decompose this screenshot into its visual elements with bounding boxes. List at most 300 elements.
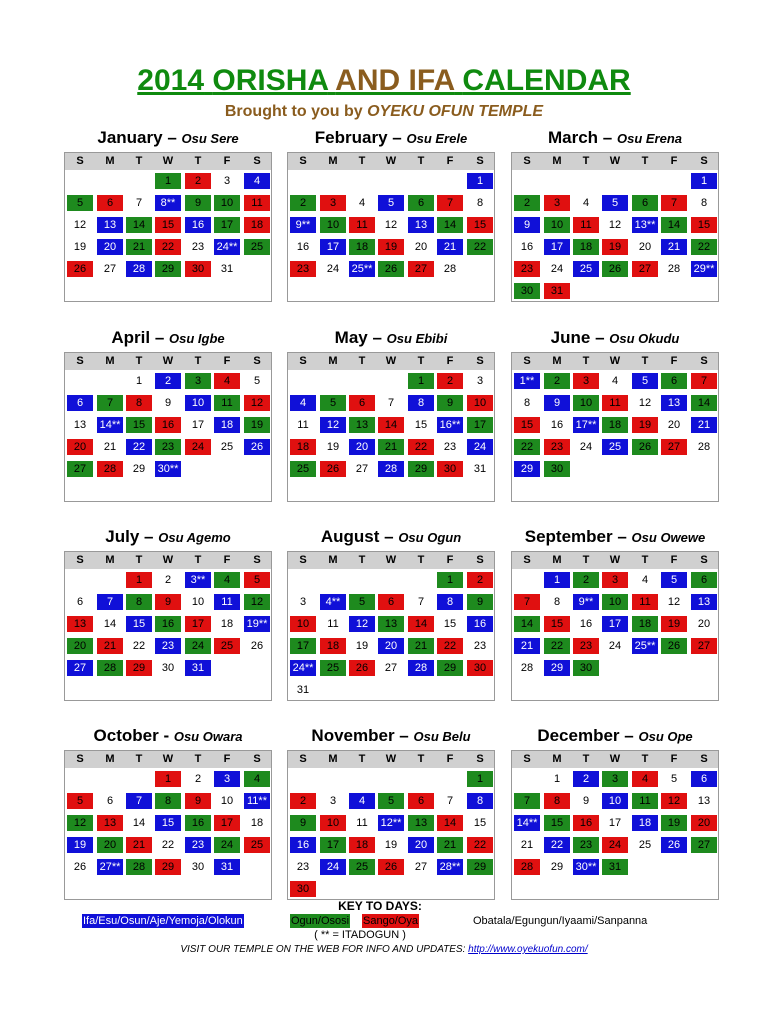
day-cell: 4 xyxy=(244,173,270,189)
key-red: Sango/Oya xyxy=(363,915,419,927)
weekday-label: T xyxy=(358,554,366,566)
day-cell: 18 xyxy=(244,217,270,233)
day-cell: 30 xyxy=(437,461,463,477)
weekday-label: F xyxy=(446,753,454,765)
day-cell: 11 xyxy=(297,419,309,431)
weekday-label: W xyxy=(385,554,397,566)
weekday-label: T xyxy=(417,355,425,367)
weekday-label: W xyxy=(162,355,174,367)
day-cell: 11 xyxy=(214,395,240,411)
day-cell: 3 xyxy=(544,195,570,211)
weekday-label: T xyxy=(358,753,366,765)
day-cell: 7 xyxy=(97,594,123,610)
month-december xyxy=(511,723,719,873)
day-cell: 13 xyxy=(67,616,93,632)
weekday-header-row xyxy=(288,552,494,569)
day-cell: 2 xyxy=(185,173,211,189)
month-may xyxy=(287,325,495,475)
day-cell: 3 xyxy=(223,175,231,187)
weekday-label: W xyxy=(609,155,621,167)
month-header xyxy=(287,723,495,749)
day-cell: 15 xyxy=(126,417,152,433)
day-cell: 21 xyxy=(661,239,687,255)
day-cell: 15 xyxy=(514,417,540,433)
footer-url-link[interactable]: http://www.oyekuofun.com/ xyxy=(468,944,588,955)
day-cell: 15 xyxy=(155,217,181,233)
day-cell: 25 xyxy=(214,638,240,654)
day-cell: 4 xyxy=(611,375,619,387)
day-cell: 6 xyxy=(691,572,717,588)
day-cell: 5 xyxy=(378,195,404,211)
month-grid xyxy=(511,750,719,900)
day-cell: 13 xyxy=(378,616,404,632)
weekday-label: S xyxy=(299,355,307,367)
weekday-label: T xyxy=(194,155,202,167)
month-osu: Osu Owara xyxy=(173,729,243,744)
day-cell: 16 xyxy=(467,616,493,632)
weekday-header-row xyxy=(65,552,271,569)
day-cell: 15 xyxy=(443,618,457,630)
day-cell: 18 xyxy=(250,817,264,829)
day-cell: 14 xyxy=(437,815,463,831)
day-cell: 4 xyxy=(214,572,240,588)
day-cell: 16** xyxy=(437,417,463,433)
weekday-label: F xyxy=(670,554,678,566)
day-cell: 10 xyxy=(185,395,211,411)
day-cell: 2 xyxy=(467,572,493,588)
day-cell: 30** xyxy=(573,859,599,875)
day-cell: 4 xyxy=(641,574,649,586)
day-cell: 23 xyxy=(155,439,181,455)
day-cell: 25 xyxy=(349,859,375,875)
weekday-label: S xyxy=(76,753,84,765)
day-cell: 12 xyxy=(608,219,622,231)
day-cell: 24 xyxy=(467,439,493,455)
day-cell: 8 xyxy=(408,395,434,411)
day-cell: 7 xyxy=(691,373,717,389)
day-cell: 21 xyxy=(126,837,152,853)
day-cell: 8 xyxy=(476,197,484,209)
day-cell: 7 xyxy=(135,197,143,209)
weekday-label: T xyxy=(582,554,590,566)
day-cell: 6 xyxy=(97,195,123,211)
weekday-label: S xyxy=(76,355,84,367)
day-cell: 20 xyxy=(97,837,123,853)
footer-visit xyxy=(0,944,768,955)
month-name: March xyxy=(547,128,599,147)
weekday-label: W xyxy=(609,554,621,566)
day-cell: 14 xyxy=(661,217,687,233)
day-cell: 22 xyxy=(408,439,434,455)
day-cell: 21 xyxy=(103,441,117,453)
day-cell: 30 xyxy=(544,461,570,477)
month-grid xyxy=(64,152,272,302)
day-cell: 7 xyxy=(514,594,540,610)
day-cell: 2 xyxy=(514,195,540,211)
month-osu: Osu Owewe xyxy=(631,530,706,545)
day-cell: 15 xyxy=(544,616,570,632)
day-cell: 23 xyxy=(155,638,181,654)
day-cell: 3 xyxy=(602,771,628,787)
weekday-label: T xyxy=(417,753,425,765)
month-osu: Osu Belu xyxy=(413,729,471,744)
weekday-label: T xyxy=(582,155,590,167)
day-cell: 13 xyxy=(73,419,87,431)
day-cell: 24 xyxy=(320,859,346,875)
day-cell: 26 xyxy=(661,837,687,853)
day-cell: 31 xyxy=(214,859,240,875)
weekday-label: S xyxy=(700,355,708,367)
day-cell: 9 xyxy=(467,594,493,610)
weekday-label: M xyxy=(328,355,338,367)
day-cell: 24 xyxy=(608,640,622,652)
day-cell: 12 xyxy=(244,594,270,610)
month-name: December xyxy=(537,726,620,745)
day-cell: 11 xyxy=(327,618,339,630)
month-osu: Osu Agemo xyxy=(158,530,231,545)
day-cell: 25 xyxy=(244,239,270,255)
day-cell: 12 xyxy=(320,417,346,433)
day-cell: 8 xyxy=(467,793,493,809)
day-cell: 9 xyxy=(544,395,570,411)
day-cell: 18 xyxy=(573,239,599,255)
day-cell: 26 xyxy=(661,638,687,654)
day-cell: 29 xyxy=(155,261,181,277)
month-osu: Osu Erena xyxy=(616,131,683,146)
weekday-label: T xyxy=(135,155,143,167)
month-header xyxy=(287,325,495,351)
day-cell: 19 xyxy=(384,839,398,851)
day-cell: 31 xyxy=(185,660,211,676)
month-grid xyxy=(64,352,272,502)
day-cell: 15 xyxy=(155,815,181,831)
day-cell: 19 xyxy=(378,239,404,255)
day-cell: 11** xyxy=(244,793,270,809)
month-header xyxy=(287,524,495,550)
day-cell: 11 xyxy=(573,217,599,233)
day-cell: 27 xyxy=(355,463,369,475)
weekday-label: T xyxy=(582,753,590,765)
day-cell: 9 xyxy=(437,395,463,411)
day-cell: 14 xyxy=(514,616,540,632)
day-cell: 6 xyxy=(106,795,114,807)
weekday-label: F xyxy=(446,554,454,566)
day-cell: 28** xyxy=(437,859,463,875)
weekday-header-row xyxy=(65,153,271,170)
day-cell: 9 xyxy=(164,397,172,409)
weekday-label: W xyxy=(162,753,174,765)
weekday-label: T xyxy=(194,554,202,566)
title-year: 2014 xyxy=(137,64,205,97)
day-cell: 23 xyxy=(191,241,205,253)
weekday-header-row xyxy=(65,353,271,370)
day-cell: 19** xyxy=(244,616,270,632)
day-cell: 31 xyxy=(602,859,628,875)
day-cell: 26 xyxy=(250,640,264,652)
day-cell: 24 xyxy=(214,837,240,853)
day-cell: 22 xyxy=(514,439,540,455)
day-cell: 30 xyxy=(185,261,211,277)
day-cell: 10 xyxy=(290,616,316,632)
day-cell: 27 xyxy=(67,461,93,477)
day-cell: 25 xyxy=(602,439,628,455)
day-cell: 5 xyxy=(320,395,346,411)
day-cell: 17 xyxy=(320,837,346,853)
day-cell: 28 xyxy=(97,461,123,477)
month-grid xyxy=(287,551,495,701)
day-cell: 3 xyxy=(320,195,346,211)
day-cell: 25 xyxy=(638,839,652,851)
day-cell: 1 xyxy=(135,375,143,387)
day-cell: 3 xyxy=(602,572,628,588)
day-cell: 2 xyxy=(573,572,599,588)
month-march xyxy=(511,125,719,297)
day-cell: 19 xyxy=(355,640,369,652)
day-cell: 20 xyxy=(67,638,93,654)
day-cell: 14 xyxy=(126,217,152,233)
weekday-label: S xyxy=(523,554,531,566)
month-november xyxy=(287,723,495,895)
day-cell: 8 xyxy=(126,395,152,411)
day-cell: 31 xyxy=(544,283,570,299)
day-cell: 2 xyxy=(290,195,316,211)
weekday-label: T xyxy=(135,753,143,765)
day-cell: 17 xyxy=(185,616,211,632)
day-cell: 12 xyxy=(67,815,93,831)
month-dash: – xyxy=(617,527,627,546)
day-cell: 8 xyxy=(523,397,531,409)
day-cell: 23 xyxy=(473,640,487,652)
weekday-label: S xyxy=(700,554,708,566)
day-cell: 1 xyxy=(467,173,493,189)
day-cell: 5 xyxy=(632,373,658,389)
day-cell: 3** xyxy=(185,572,211,588)
day-cell: 17 xyxy=(320,239,346,255)
day-cell: 11 xyxy=(349,217,375,233)
day-cell: 8 xyxy=(700,197,708,209)
day-cell: 27 xyxy=(67,660,93,676)
day-cell: 13 xyxy=(97,217,123,233)
month-grid xyxy=(64,750,272,900)
day-cell: 14** xyxy=(514,815,540,831)
day-cell: 12 xyxy=(667,596,681,608)
day-cell: 27 xyxy=(408,261,434,277)
day-cell: 1** xyxy=(514,373,540,389)
day-cell: 18 xyxy=(220,618,234,630)
weekday-label: T xyxy=(358,155,366,167)
month-name: April xyxy=(111,328,151,347)
month-grid xyxy=(511,352,719,502)
day-cell: 21 xyxy=(520,839,534,851)
weekday-label: M xyxy=(552,155,562,167)
day-cell: 30 xyxy=(573,660,599,676)
day-cell: 16 xyxy=(550,419,564,431)
month-header xyxy=(511,723,719,749)
month-name: May xyxy=(334,328,368,347)
day-cell: 16 xyxy=(579,618,593,630)
day-cell: 13 xyxy=(697,795,711,807)
day-cell: 21 xyxy=(514,638,540,654)
day-cell: 7 xyxy=(126,793,152,809)
month-osu: Osu Ogun xyxy=(398,530,462,545)
day-cell: 14 xyxy=(378,417,404,433)
day-cell: 9 xyxy=(185,195,211,211)
key-white: Obatala/Egungun/Iyaami/Sanpanna xyxy=(473,915,648,927)
day-cell: 29 xyxy=(132,463,146,475)
weekday-label: M xyxy=(105,753,115,765)
title-and-ifa: AND IFA xyxy=(335,64,455,97)
day-cell: 24 xyxy=(602,837,628,853)
day-cell: 8 xyxy=(437,594,463,610)
month-grid xyxy=(287,750,495,900)
day-cell: 20 xyxy=(349,439,375,455)
weekday-label: T xyxy=(417,554,425,566)
day-cell: 27 xyxy=(691,638,717,654)
day-cell: 26 xyxy=(632,439,658,455)
day-cell: 28 xyxy=(97,660,123,676)
day-cell: 20 xyxy=(378,638,404,654)
month-osu: Osu Erele xyxy=(406,131,468,146)
day-cell: 12 xyxy=(638,397,652,409)
day-cell: 22 xyxy=(161,839,175,851)
weekday-label: T xyxy=(641,155,649,167)
month-header xyxy=(511,325,719,351)
weekday-label: W xyxy=(609,753,621,765)
day-cell: 22 xyxy=(467,837,493,853)
weekday-label: S xyxy=(299,554,307,566)
weekday-label: W xyxy=(385,155,397,167)
month-name: August xyxy=(320,527,380,546)
weekday-label: S xyxy=(253,753,261,765)
weekday-label: M xyxy=(552,753,562,765)
day-cell: 11 xyxy=(632,793,658,809)
day-cell: 30** xyxy=(155,461,181,477)
day-cell: 20 xyxy=(638,241,652,253)
day-cell: 24 xyxy=(185,638,211,654)
day-cell: 25** xyxy=(349,261,375,277)
day-cell: 1 xyxy=(467,771,493,787)
day-cell: 6 xyxy=(76,596,84,608)
day-cell: 9** xyxy=(573,594,599,610)
day-cell: 17 xyxy=(191,419,205,431)
weekday-header-row xyxy=(288,353,494,370)
day-cell: 21 xyxy=(691,417,717,433)
key-green: Ogun/Ososi xyxy=(291,915,350,927)
weekday-label: S xyxy=(299,753,307,765)
month-name: February xyxy=(314,128,388,147)
day-cell: 17 xyxy=(290,638,316,654)
day-cell: 6 xyxy=(67,395,93,411)
month-osu: Osu Okudu xyxy=(609,331,680,346)
day-cell: 6 xyxy=(349,395,375,411)
day-cell: 22 xyxy=(691,239,717,255)
weekday-label: T xyxy=(135,554,143,566)
month-dash: – xyxy=(384,527,394,546)
weekday-label: S xyxy=(700,155,708,167)
day-cell: 11 xyxy=(244,195,270,211)
day-cell: 5 xyxy=(253,375,261,387)
day-cell: 28 xyxy=(520,662,534,674)
day-cell: 20 xyxy=(667,419,681,431)
day-cell: 22 xyxy=(467,239,493,255)
day-cell: 7 xyxy=(514,793,540,809)
month-dash: – xyxy=(372,328,382,347)
day-cell: 18 xyxy=(214,417,240,433)
day-cell: 18 xyxy=(602,417,628,433)
day-cell: 1 xyxy=(126,572,152,588)
day-cell: 18 xyxy=(349,837,375,853)
day-cell: 11 xyxy=(356,817,368,829)
day-cell: 29 xyxy=(408,461,434,477)
month-august xyxy=(287,524,495,696)
day-cell: 4 xyxy=(349,793,375,809)
day-cell: 25 xyxy=(320,660,346,676)
day-cell: 12 xyxy=(73,219,87,231)
weekday-label: F xyxy=(223,554,231,566)
month-header xyxy=(64,325,272,351)
title-calendar: CALENDAR xyxy=(462,64,631,97)
day-cell: 31 xyxy=(220,263,234,275)
day-cell: 7 xyxy=(446,795,454,807)
day-cell: 19 xyxy=(73,241,87,253)
month-february xyxy=(287,125,495,275)
weekday-label: T xyxy=(194,355,202,367)
day-cell: 18 xyxy=(632,815,658,831)
month-osu: Osu Ope xyxy=(638,729,693,744)
day-cell: 28 xyxy=(514,859,540,875)
day-cell: 4 xyxy=(358,197,366,209)
day-cell: 9 xyxy=(582,795,590,807)
day-cell: 5 xyxy=(67,793,93,809)
month-dash: – xyxy=(392,128,402,147)
weekday-label: W xyxy=(162,155,174,167)
day-cell: 9 xyxy=(185,793,211,809)
month-header xyxy=(64,125,272,151)
day-cell: 28 xyxy=(697,441,711,453)
day-cell: 17 xyxy=(214,217,240,233)
day-cell: 24 xyxy=(550,263,564,275)
month-header xyxy=(287,125,495,151)
day-cell: 14** xyxy=(97,417,123,433)
day-cell: 9 xyxy=(514,217,540,233)
weekday-label: S xyxy=(476,554,484,566)
day-cell: 19 xyxy=(244,417,270,433)
day-cell: 18 xyxy=(349,239,375,255)
day-cell: 3 xyxy=(329,795,337,807)
day-cell: 15 xyxy=(467,217,493,233)
weekday-label: S xyxy=(76,554,84,566)
month-october xyxy=(64,723,272,873)
day-cell: 18 xyxy=(290,439,316,455)
day-cell: 10 xyxy=(320,217,346,233)
day-cell: 29 xyxy=(126,660,152,676)
day-cell: 20 xyxy=(697,618,711,630)
day-cell: 21 xyxy=(437,837,463,853)
day-cell: 26 xyxy=(320,461,346,477)
day-cell: 11 xyxy=(602,395,628,411)
month-name: January xyxy=(97,128,163,147)
day-cell: 11 xyxy=(214,594,240,610)
key-title: KEY TO DAYS: xyxy=(338,899,422,913)
day-cell: 20 xyxy=(67,439,93,455)
day-cell: 17** xyxy=(573,417,599,433)
day-cell: 4 xyxy=(582,197,590,209)
day-cell: 22 xyxy=(126,439,152,455)
day-cell: 8** xyxy=(155,195,181,211)
day-cell: 1 xyxy=(544,572,570,588)
month-header xyxy=(64,723,272,749)
day-cell: 28 xyxy=(443,263,457,275)
